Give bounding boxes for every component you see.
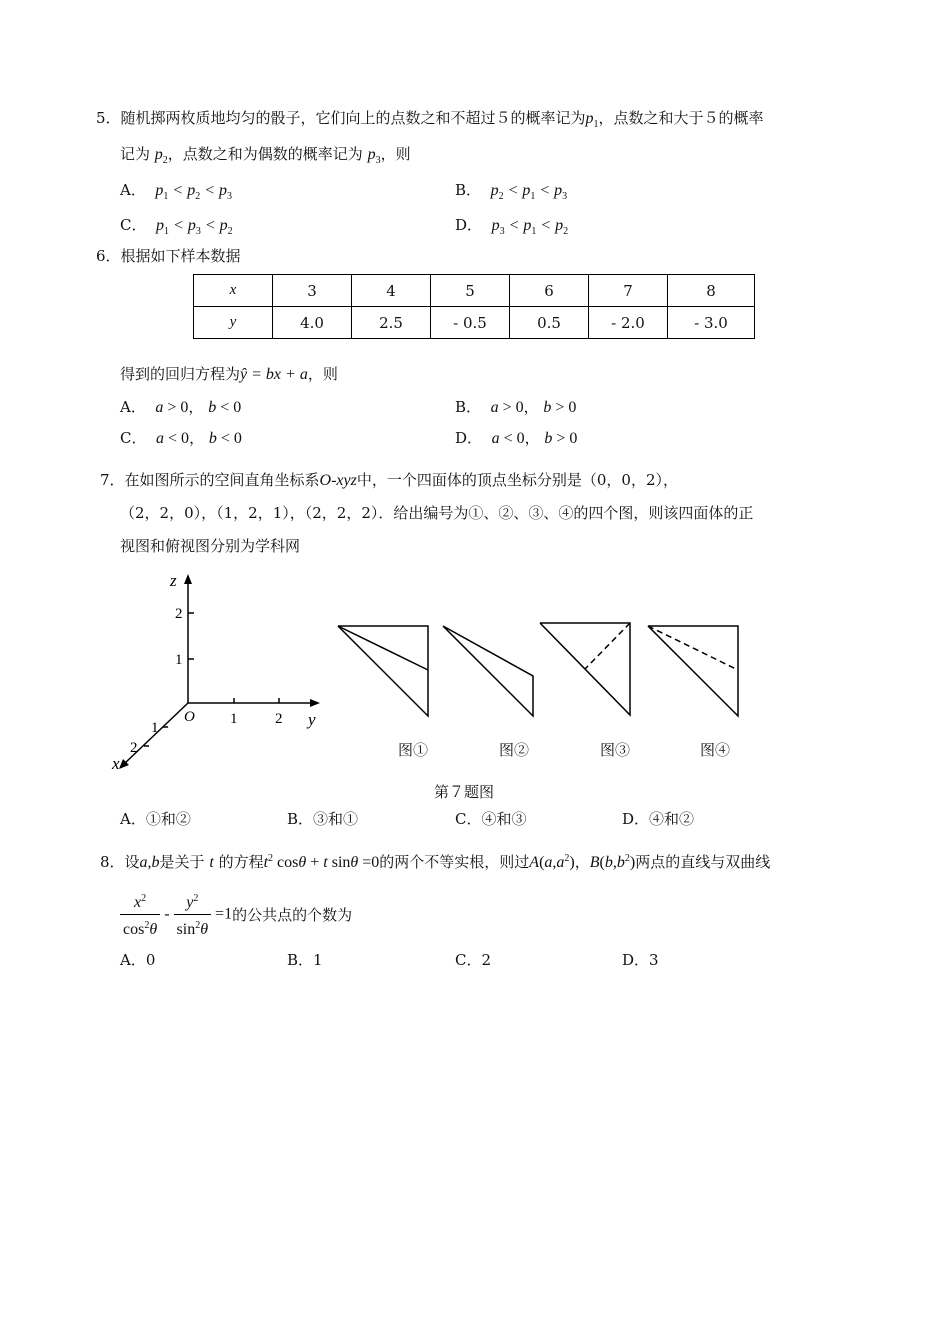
- figure-label-2: 图②: [499, 741, 530, 759]
- p2: $p_2$: [154, 146, 168, 167]
- p1: $p_1$: [585, 110, 599, 131]
- q7-option-a: A．①和②: [120, 810, 191, 828]
- q8-line1: 8．设a,b是关于 t 的方程$t^2$ cosθ + t sinθ =0的两个不等实根，则过$A(a,a^2)$，$B(b,b^2)$两点的直线与双曲线: [100, 853, 771, 871]
- q6-option-b: B． a > 0， b > 0: [455, 398, 577, 416]
- y-tick-1: 1: [230, 711, 238, 727]
- fraction-x: $\frac{x^2}{\cos^2\theta}$: [120, 888, 160, 941]
- q8-option-b: B．1: [287, 951, 323, 969]
- p3: $p_3$: [367, 146, 381, 167]
- q5-option-b: B． $p_2 < p_1 < p_3$: [455, 181, 568, 203]
- table-header-x: x: [194, 275, 273, 307]
- x-tick-2: 2: [130, 740, 138, 756]
- table-cell: 3: [273, 275, 352, 307]
- table-cell: 4: [352, 275, 431, 307]
- sample-data-table: [193, 274, 755, 339]
- table-row-y: [194, 307, 755, 339]
- q5-option-c: C． $p_1 < p_3 < p_2$: [120, 216, 233, 238]
- q5-line1: 5．随机掷两枚质地均匀的骰子，它们向上的点数之和不超过５的概率记为$p_1$，点数之和大于５的概率: [96, 109, 764, 131]
- q7-option-c: C．④和③: [455, 810, 527, 828]
- q6-option-c: C． a < 0， b < 0: [120, 429, 242, 447]
- table-cell: - 0.5: [431, 307, 510, 339]
- figure-2: [435, 620, 545, 725]
- q8-option-c: C．2: [455, 951, 492, 969]
- q8-option-a: A．0: [120, 951, 156, 969]
- q6-regression-line: 得到的回归方程为ŷ = bx + a，则: [120, 365, 338, 383]
- q7-line2: （2，2，0），（1，2，1），（2，2，2）．给出编号为①、②、③、④的四个图，则该四面体的正: [120, 504, 754, 522]
- q5-line2: 记为 $p_2$，点数之和为偶数的概率记为 $p_3$，则: [120, 145, 411, 167]
- figure-1: [330, 620, 440, 725]
- q7-line3: 视图和俯视图分别为学科网: [120, 537, 301, 555]
- z-label: z: [170, 571, 177, 590]
- x-label: x: [112, 754, 120, 773]
- table-cell: - 3.0: [668, 307, 755, 339]
- table-cell: 0.5: [510, 307, 589, 339]
- q6-stem: 6．根据如下样本数据: [96, 247, 241, 265]
- y-tick-2: 2: [275, 711, 283, 727]
- figure-label-1: 图①: [398, 741, 429, 759]
- figure-4: [640, 620, 750, 725]
- table-cell: 4.0: [273, 307, 352, 339]
- table-cell: 5: [431, 275, 510, 307]
- y-arrow-icon: [310, 699, 320, 707]
- q7-option-b: B．③和①: [287, 810, 359, 828]
- z-arrow-icon: [184, 574, 192, 584]
- x-tick-1: 1: [151, 720, 159, 736]
- table-cell: - 2.0: [589, 307, 668, 339]
- z-tick-2: 2: [175, 606, 183, 622]
- q8-option-d: D．3: [622, 951, 659, 969]
- q7-option-d: D．④和②: [622, 810, 695, 828]
- q8-line2: $\frac{x^2}{\cos^2\theta}$ - $\frac{y^2}{\sin^2\theta}$ =1的公共点的个数为: [120, 888, 352, 941]
- q5-option-d: D． $p_3 < p_1 < p_2$: [455, 216, 569, 238]
- q5-option-a: A． $p_1 < p_2 < p_3$: [120, 181, 232, 203]
- coordinate-axes-figure: [108, 568, 338, 778]
- table-cell: 8: [668, 275, 755, 307]
- table-header-y: y: [194, 307, 273, 339]
- table-cell: 7: [589, 275, 668, 307]
- q6-option-a: A． a > 0， b < 0: [120, 398, 242, 416]
- table-cell: 6: [510, 275, 589, 307]
- figure-label-4: 图④: [700, 741, 731, 759]
- q6-option-d: D． a < 0， b > 0: [455, 429, 578, 447]
- q7-line1: 7．在如图所示的空间直角坐标系O-xyz中，一个四面体的顶点坐标分别是（0，0，2），: [100, 471, 678, 489]
- table-cell: 2.5: [352, 307, 431, 339]
- table-row-x: [194, 275, 755, 307]
- figure-caption: 第７题图: [434, 783, 495, 801]
- fraction-y: $\frac{y^2}{\sin^2\theta}$: [174, 888, 212, 941]
- z-tick-1: 1: [175, 652, 183, 668]
- figure-3: [532, 617, 642, 722]
- origin-label: O: [184, 709, 195, 725]
- y-label: y: [308, 710, 316, 729]
- regression-equation: ŷ = bx + a: [240, 366, 308, 383]
- figure-label-3: 图③: [600, 741, 631, 759]
